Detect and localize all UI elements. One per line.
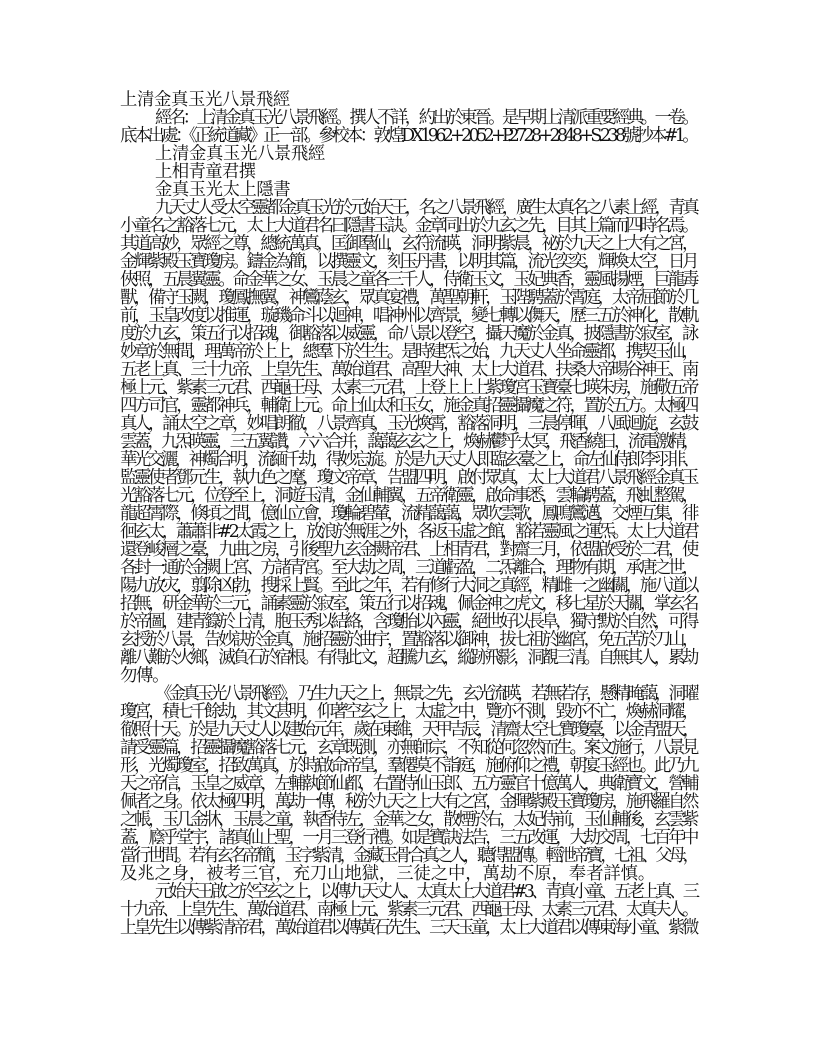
body-text-line: 天之帝信，玉皇之威章，左輔執節仙都，右置侍仙玉郎、五方靈官十億萬人，典衛寶文，營輔 [120,774,697,794]
body-text-line: 《金真玉光八景飛經》，乃生九天之上，無景之先，玄光流暎，若無若存，懸精晻藹，洞曜 [155,684,696,704]
body-text-line: 及兆之身，被考三官，充刀山地獄，三徒之中，萬劫不原，奉者詳慎。 [120,864,656,884]
body-text-line: 金輝紫殿玉寶瓊房。鑄金為簡，以撰靈文，刻玉丹書，以明其篇，流光奕奕，輝煥太空，日月 [120,252,697,272]
body-text-line: 其道高妙，眾經之尊，總統萬真，匡御羣仙，玄符流暎，洞明紫晨，祕於九天之上大有之宮， [120,234,697,254]
body-text-line: 當行世間。若有玄名帝簡，玉字紫清，金藏玉骨合真之人，聽得盟傳。輕泄帝寶，七祖、父母， [120,846,697,866]
body-text-line: 度於九玄，策五行以招魂，御豁落以威靈，命八景以登空，攝天魔於金真，披隱書於寂室，詠 [120,324,697,344]
body-text-line: 玄授於八景，告妙訣於金真，施招靈於曲宇，置豁落以御神，拔七祖於幽宮，免五苦於刀山， [120,630,697,650]
body-text-line: 形，光燭瓊室，招致萬真，於時啟命帝皇，羣僊莫不詣庭，施俯仰之禮，朝宴玉經也。此乃九 [120,756,697,776]
body-text-line: 五老上真、三十九帝、上皇先生、萬始道君、高聖大神、太上大道君、扶桑大帝暘谷神王、南 [120,360,697,380]
body-text-line: 光豁落七元，位登至上，洞遊玉清，金仙輔翼，五帝衛靈，啟命事悉，雲輪騁蓋，飛虬整駕， [120,486,697,506]
body-text-line: 之帳，玉几金牀，玉晨之童，執香侍左，金華之女，散煙於右，太妃侍前，玉仙輔後，玄雲紫 [120,810,697,830]
body-text-line: 元始天王啟之於空玄之上，以傳九天丈人、太真太上大道君#3、青真小童、五老上真、三 [155,882,697,902]
body-text-line: 招無，研金華於三元，誦素靈於寂室，策五行以招魂，佩金神之虎文，移七星於天關，掌玄名 [120,594,697,614]
body-text-line: 佩者之身。依太極四明，萬劫一傳，秘於九天之上大有之宮，金暉紫殿玉寶瓊房，施飛羅自然 [120,792,697,812]
body-text-line: 華光交灑，神燭合明，流緬千劫，得妙忘旋。於是九天丈人即臨玄臺之上，命左仙侍郎李羽非、 [120,450,697,470]
body-text-line: 蓋，廕乎堂宇，諸真仙上聖，一月三登行禮。如是寶訣法告，三五改運，大劫交周，七百年中 [120,828,697,848]
body-text-line: 俠照，五晨翼靈。命金華之女、玉晨之童各三千人，侍衛玉文，玉妃典香，靈風揚煙，巨龍毒 [120,270,697,290]
document-title: 上清金真玉光八景飛經 [120,90,290,110]
body-text-line: 雲蓋，九炁暎靈，三五翼讚，六六合并，藹藹玄玄之上，煥赫鬱乎太冥，飛香繞日，流電激精， [120,432,697,452]
body-text-line: 還登峻層之臺，九曲之房，引後聖九玄金闕帝君、上相青君，對齋三月，依盟啟受於二君，使 [120,540,697,560]
body-text-line: 各封一通於金闕上宮、方諸青宮。至大劫之周，三道虧盈，二炁離合，理物有期，承唐之世， [120,558,697,578]
body-text-line: 四方司官，靈都神兵，輔衛上元。命上仙太和玉女，施金真招靈攝魔之符，置於五方。太極四 [120,396,697,416]
body-text-line: 監靈使者鄧元生，執九色之麾，瓊文帝章，告盟四明，啟付眾真，太上大道君八景飛經金真玉 [120,468,697,488]
source-edition-line: 底本出處：《正統道藏》正一部。參校本：敦煌DX1962+2052+P.2728+2848+S.238號抄本#1。 [120,126,697,146]
body-text-line: 勿傳。 [120,666,169,686]
body-text-line: 徊玄太，蕭蕭非#2太霞之上，放浪於無涯之外，各返玉虛之館，豁若靈風之運炁。太上大道君 [120,522,697,542]
body-text-line: 十九帝、上皇先生、萬始道君、南極上元、紫素三元君、西龜王母、太素三元君、太真夫人。 [120,900,697,920]
body-text-line: 真人，誦太空之章，妙唱朗徹，八景齊真，玉光煥霄，豁落洞明，三晨停暉，八風迴旋，玄鼓 [120,414,697,434]
scripture-info-line: 經名：上清金真玉光八景飛經。撰人不詳，約出於東晉。是早期上清派重要經典。一卷。 [155,108,697,128]
body-text-line: 請受靈篇，招靈攝魔豁落七元，玄章既測，亦無師宗，不知從何忽然而生。案文施行，八景見 [120,738,697,758]
body-text-line: 獸，備守玉闕，瓊鳳撫翼，神鸞蔭玄，眾真宴禮，萬聖朝軒，玉陛騁蓋於霄庭，太帝屈節於几 [120,288,697,308]
body-text-line: 於帝圖，建青籙於上清，胞玉秀以結絡，含瓊胎以內靈，絕世好以長阜，獨守默於自然，可得 [120,612,697,632]
body-text-line: 前，玉皇改度以推運，璇璣命斗以迴神，唱神州以齊景，變七轉以儛天，歷三五於神化，散軌 [120,306,697,326]
body-text-line: 極上元、紫素三元君、西龜王母、太素三元君，上登上上上紫瓊宮玉寶臺七暎朱房，施儆五帝 [120,378,697,398]
body-text-line: 龍超霄際，倏頃之間，億仙立會，瓊輪碧輦，流精藹藹，眾吹雲歌，鳳鳴鸞邁，交煙互集，徘 [120,504,697,524]
body-text-line: 小童名之豁落七元，太上大道君名曰隱書玉訣。金章同出於九玄之先，目其上篇而四時名焉。 [120,216,697,236]
body-text-line: 離八難於火鄉，滅負石於宿根。有得此文，超騰九玄，縱跡飛影，洞覩三清。自無其人，累劫 [120,648,697,668]
body-text-line: 九天丈人受太空靈都金真玉光於元始天王，名之八景飛經，廣生太真名之八素上經，青真 [155,198,697,218]
document-page [120,91,700,937]
body-text-line: 上皇先生以傳紫清帝君，萬始道君以傳黃石先生、三天玉童，太上大道君以傳東海小童、紫微 [120,918,697,938]
scripture-heading: 上清金真玉光八景飛經 [155,144,325,164]
body-text-line: 徹照十天。於是九天丈人以建始元年，歲在東維，天甲吉辰，清齋太空七寶瓊臺，以金青盟天， [120,720,697,740]
author-line: 上相青童君撰 [155,162,256,182]
body-text-line: 妙章於無間，理萬帝於上上，總羣下於生生。是時建炁之始，九天丈人坐命靈都，携契玉仙， [120,342,697,362]
body-text-line: 瓊宮，積七千餘劫，其文甚明，仰著空玄之上，太虛之中，覽亦不測，毀亦不亡，煥赫洞耀， [120,702,697,722]
body-text-line: 陽九放灾，翦除凶勃，搜採上賢。至此之年，若有修行大洞之真經，精雌一之幽關，施八道以 [120,576,697,596]
section-heading: 金真玉光太上隱書 [155,180,291,200]
